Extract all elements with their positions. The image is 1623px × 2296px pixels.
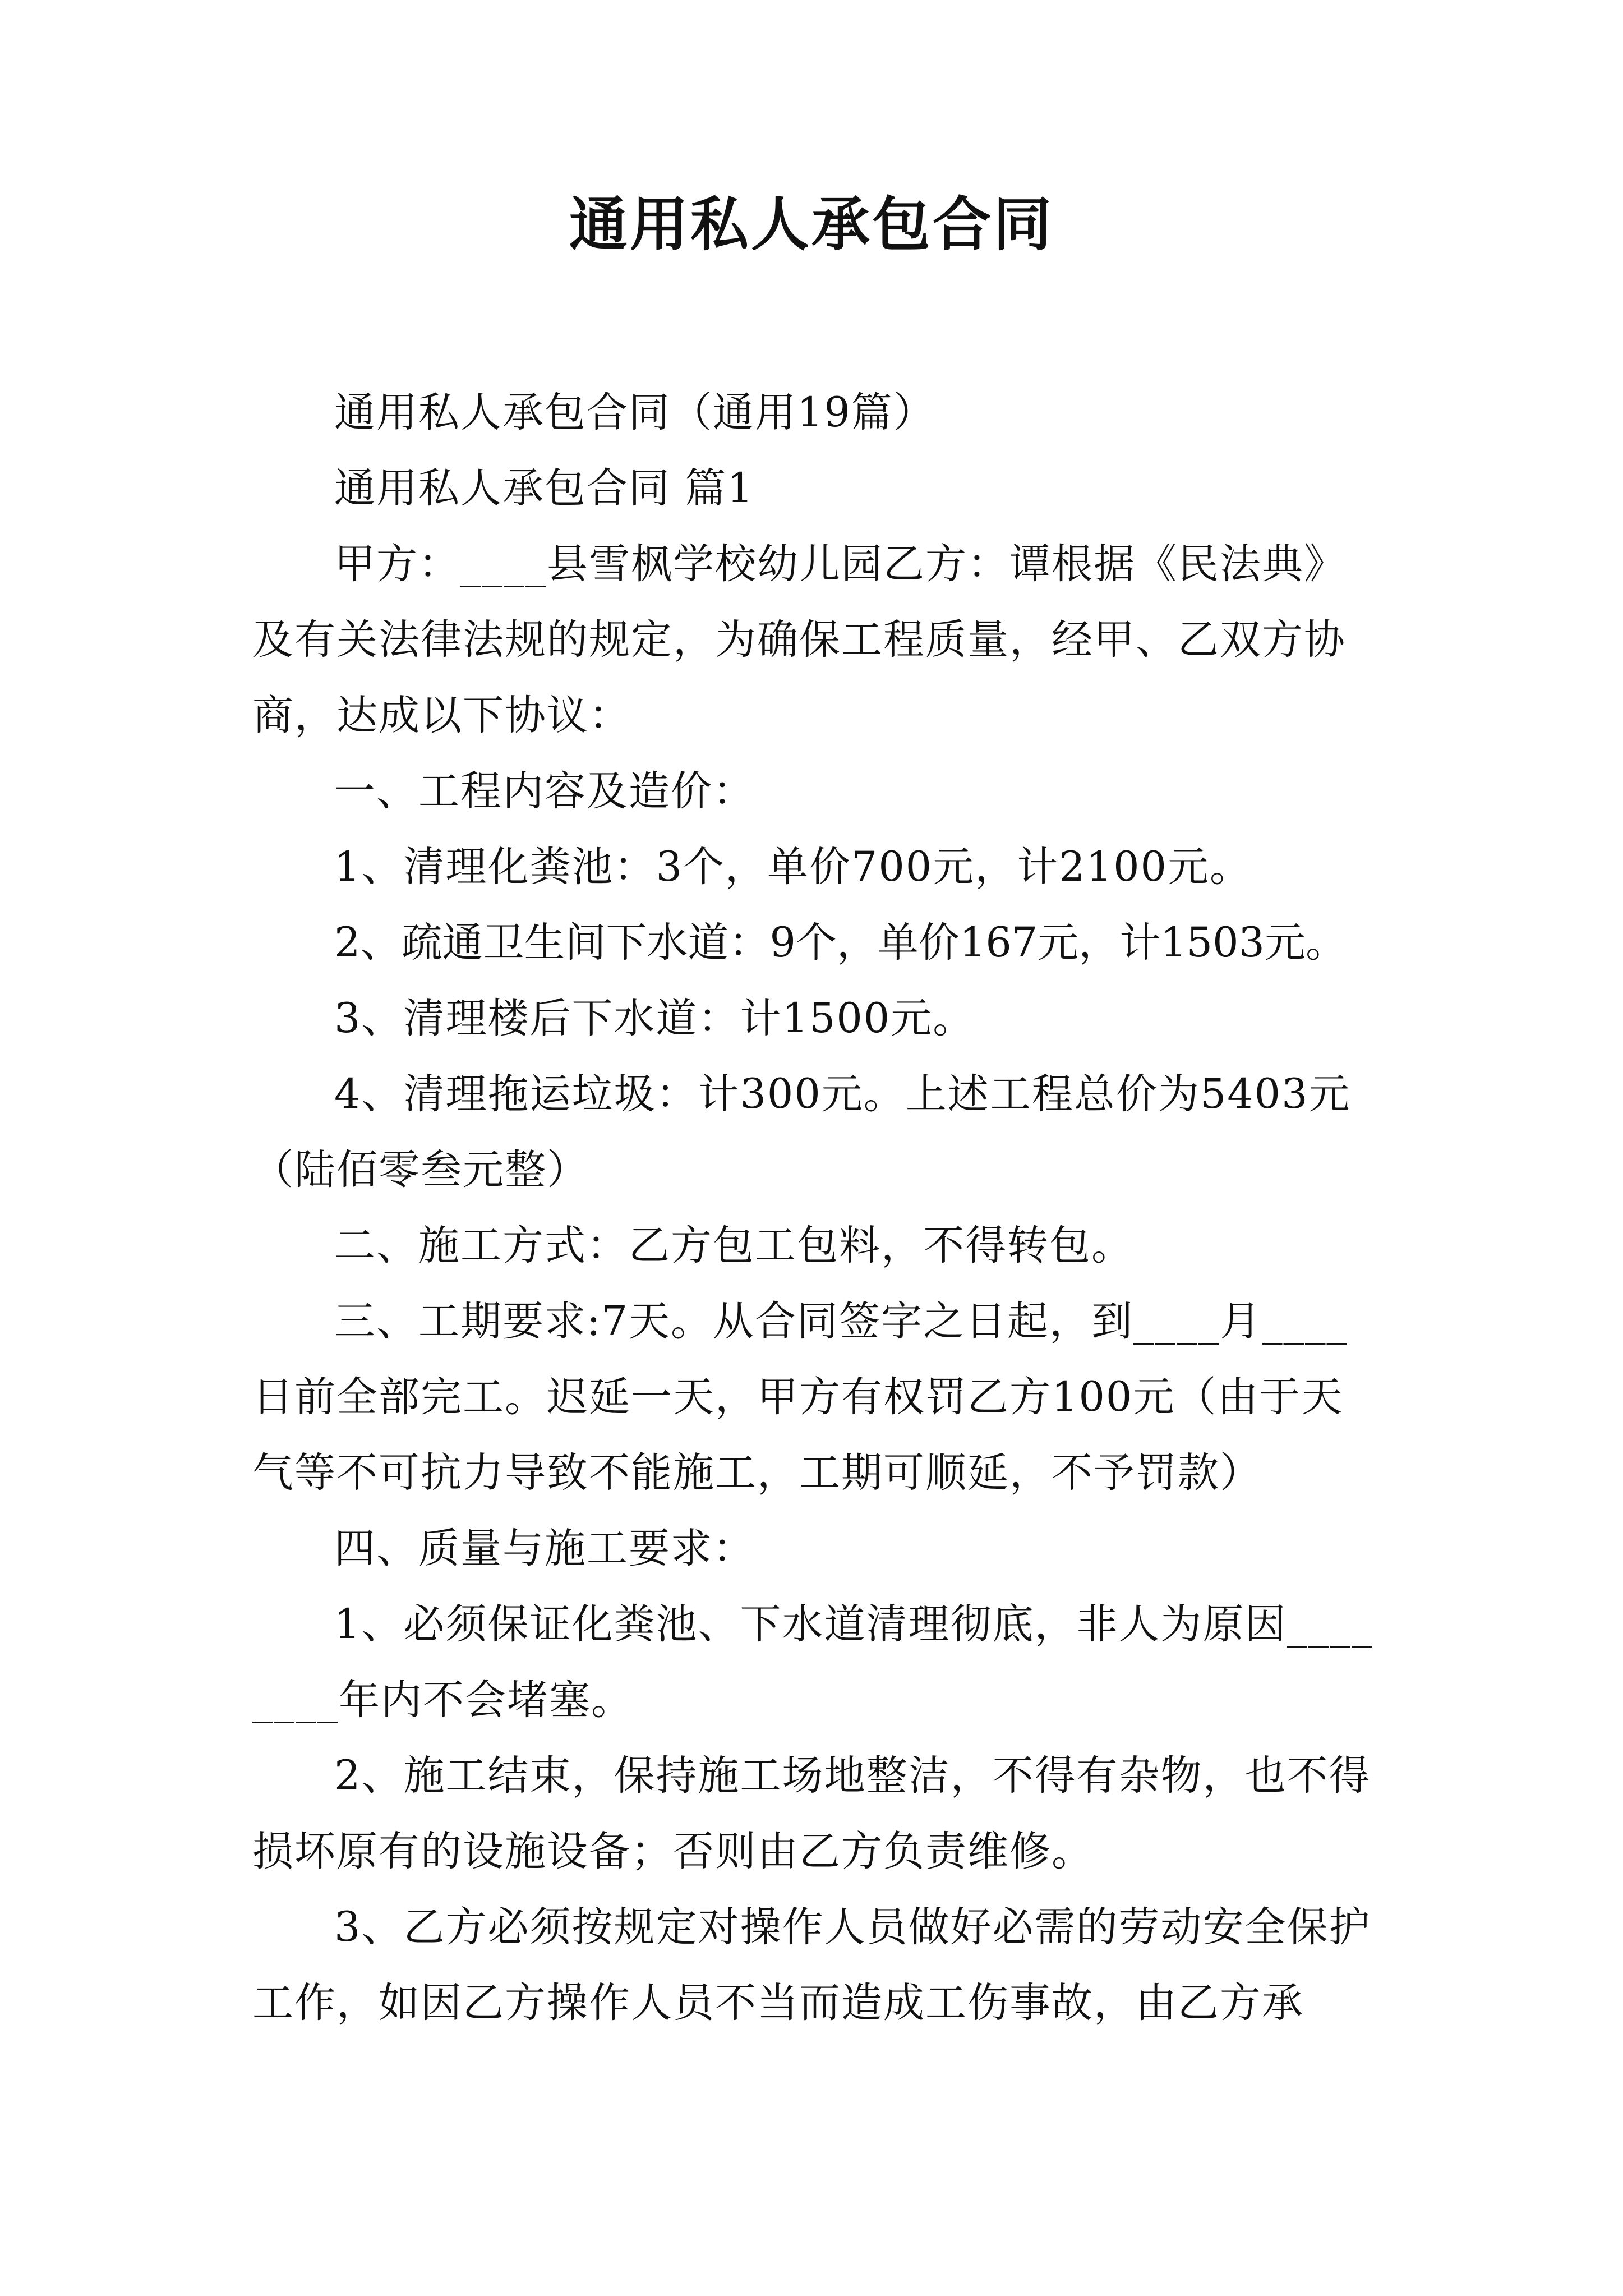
paragraph-item-1: 1、清理化粪池：3个，单价700元，计2100元。: [334, 843, 1252, 891]
document-body: [252, 375, 1385, 2041]
paragraph-clause-1-heading: 一、工程内容及造价：: [334, 767, 755, 815]
paragraph-quality-2: 2、施工结束，保持施工场地整洁，不得有杂物，也不得损坏原有的设施设备；否则由乙方负责维修。: [252, 1752, 1371, 1875]
paragraph-subtitle: 通用私人承包合同（通用19篇）: [334, 389, 935, 436]
paragraph-parties: 甲方：____县雪枫学校幼儿园乙方：谭根据《民法典》及有关法律法规的规定，为确保工程质量，经甲、乙双方协商，达成以下协议：: [252, 540, 1346, 739]
paragraph-item-3: 3、清理楼后下水道：计1500元。: [334, 995, 975, 1042]
paragraph-clause-4-heading: 四、质量与施工要求：: [334, 1525, 755, 1572]
paragraph-item-2: 2、疏通卫生间下水道：9个，单价167元，计1503元。: [334, 919, 1347, 967]
paragraph-clause-2: 二、施工方式：乙方包工包料，不得转包。: [334, 1222, 1133, 1269]
paragraph-quality-1: 1、必须保证化粪池、下水道清理彻底，非人为原因________年内不会堵塞。: [252, 1600, 1373, 1724]
document-title: 通用私人承包合同: [569, 190, 1054, 259]
paragraph-clause-3: 三、工期要求:7天。从合同签字之日起，到____月____日前全部完工。迟延一天，甲方有权罚乙方100元（由于天气等不可抗力导致不能施工，工期可顺延，不予罚款）: [252, 1297, 1349, 1497]
paragraph-item-4: 4、清理拖运垃圾：计300元。上述工程总价为5403元（陆佰零叁元整）: [252, 1070, 1351, 1194]
paragraph-quality-3: 3、乙方必须按规定对操作人员做好必需的劳动安全保护工作，如因乙方操作人员不当而造成工伤事故，由乙方承: [252, 1903, 1371, 2027]
paragraph-section-heading: 通用私人承包合同 篇1: [334, 464, 754, 512]
